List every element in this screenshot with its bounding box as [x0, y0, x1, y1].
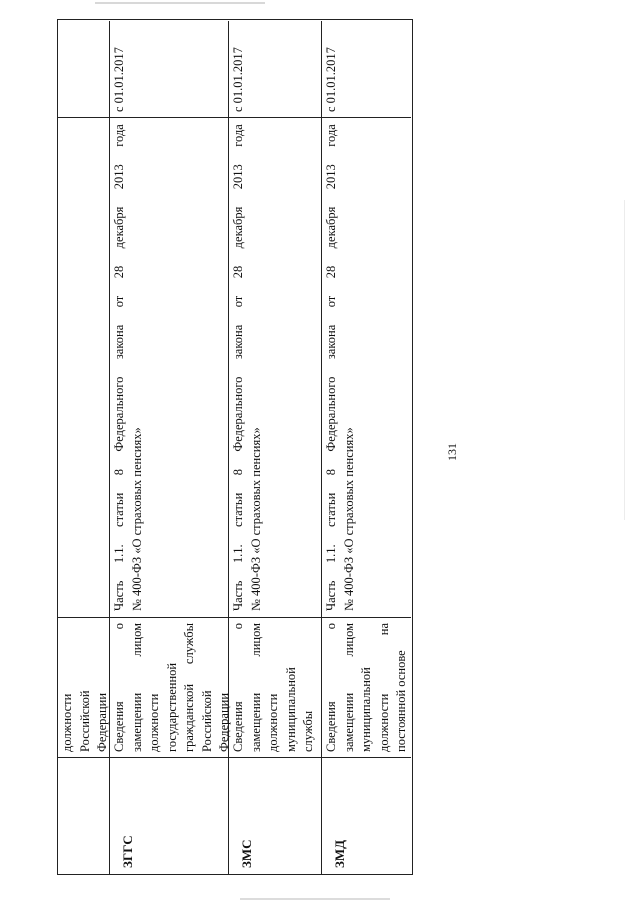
law-line: Часть 1.1. статьи 8 Федерального закона от 28 декабря 2013 года: [112, 124, 126, 611]
info-line: государственной: [164, 662, 179, 752]
scan-artifact: [95, 2, 265, 4]
info-cell: [229, 617, 321, 757]
info-line: Сведения о: [231, 623, 245, 752]
info-line: гражданской службы: [182, 623, 196, 752]
date-cell: с 01.01.2017: [231, 47, 245, 112]
code-cell: ЗГГС: [110, 757, 228, 874]
info-line: замещении лицом: [129, 623, 144, 752]
table-row: [229, 21, 322, 874]
law-line: Часть 1.1. статьи 8 Федерального закона от 28 декабря 2013 года: [231, 124, 245, 611]
law-line: № 400-ФЗ «О страховых пенсиях»: [129, 427, 144, 611]
info-line: должности на: [376, 623, 391, 752]
info-line: Российской: [77, 690, 92, 752]
table-row: [58, 21, 110, 874]
info-line: Федерации: [217, 692, 231, 752]
law-line: № 400-ФЗ «О страховых пенсиях»: [341, 427, 356, 611]
date-cell: с 01.01.2017: [112, 47, 126, 112]
info-cell: [110, 617, 231, 757]
code-cell: [58, 757, 109, 874]
codes-table: [57, 19, 413, 875]
info-line: постоянной основе: [394, 650, 408, 752]
code-cell: ЗМД: [322, 757, 411, 874]
info-line: Федерации: [95, 692, 109, 752]
code-cell: ЗМС: [229, 757, 321, 874]
info-line: должности: [147, 693, 161, 752]
info-line: должности: [60, 693, 74, 752]
law-cell: [229, 117, 321, 617]
info-line: замещении лицом: [248, 623, 263, 752]
info-line: муниципальной: [283, 667, 298, 752]
date-cell: [58, 21, 109, 117]
info-line: муниципальной: [359, 667, 373, 752]
law-cell: [322, 117, 411, 617]
info-line: должности: [266, 693, 280, 752]
scan-artifact: [624, 200, 625, 520]
info-line: службы: [301, 710, 315, 752]
info-cell: [58, 617, 109, 757]
scan-artifact: [240, 898, 390, 900]
law-cell: [110, 117, 228, 617]
table-row: [110, 21, 229, 874]
law-line: Часть 1.1. статьи 8 Федерального закона от 28 декабря 2013 года: [324, 124, 338, 611]
law-cell: [58, 117, 109, 617]
info-line: Сведения о: [324, 623, 338, 752]
info-line: Сведения о: [112, 623, 126, 752]
codes-table-container: [57, 19, 413, 875]
date-cell: с 01.01.2017: [324, 47, 338, 112]
info-cell: [322, 617, 411, 757]
info-line: Российской: [199, 690, 214, 752]
info-line: замещении лицом: [341, 623, 356, 752]
table-row: [322, 21, 411, 874]
law-line: № 400-ФЗ «О страховых пенсиях»: [248, 427, 263, 611]
page-number: 131: [445, 443, 459, 461]
